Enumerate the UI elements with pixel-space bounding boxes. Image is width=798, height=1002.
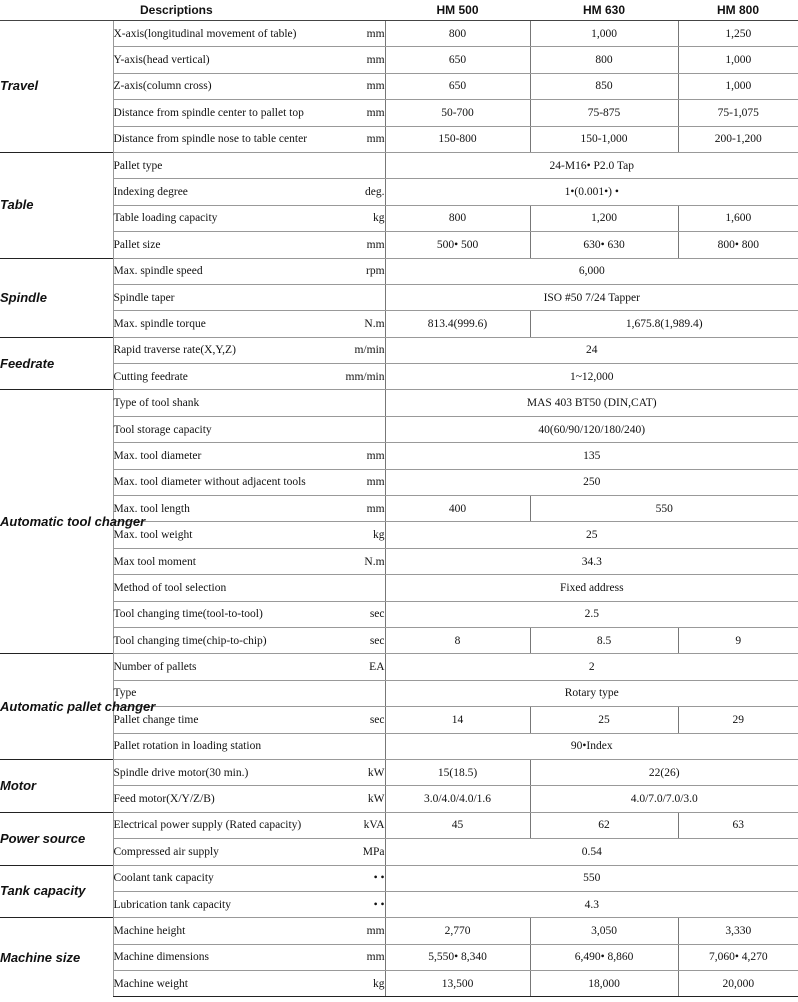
spec-row [0, 390, 798, 416]
spec-value: 22(26) [530, 759, 798, 785]
spec-unit [343, 284, 385, 310]
spec-value: 13,500 [385, 971, 530, 997]
spec-row [0, 839, 798, 865]
spec-value: 650 [385, 47, 530, 73]
model-header-hm800: HM 800 [678, 0, 798, 21]
spec-row [0, 73, 798, 99]
spec-item: Method of tool selection [113, 575, 343, 601]
spec-unit [343, 390, 385, 416]
spec-unit: kVA [343, 812, 385, 838]
spec-row [0, 601, 798, 627]
spec-unit: rpm [343, 258, 385, 284]
spec-row [0, 47, 798, 73]
spec-item: Type [113, 680, 343, 706]
spec-item: Max. tool length [113, 496, 343, 522]
spec-unit: kg [343, 205, 385, 231]
spec-value: 650 [385, 73, 530, 99]
spec-item: Pallet size [113, 232, 343, 258]
spec-item: Lubrication tank capacity [113, 891, 343, 917]
spec-unit: kg [343, 522, 385, 548]
spec-value: 9 [678, 627, 798, 653]
spec-value: 200-1,200 [678, 126, 798, 152]
spec-unit [343, 733, 385, 759]
spec-item: Cutting feedrate [113, 364, 343, 390]
spec-value: 1,675.8(1,989.4) [530, 311, 798, 337]
spec-item: Machine weight [113, 971, 343, 997]
spec-value: 550 [385, 865, 798, 891]
spec-value: 25 [530, 707, 678, 733]
category-label: Automatic tool changer [0, 390, 113, 654]
spec-item: Compressed air supply [113, 839, 343, 865]
category-label: Feedrate [0, 337, 113, 390]
spec-value: 0.54 [385, 839, 798, 865]
spec-value: 7,060• 4,270 [678, 944, 798, 970]
spec-row [0, 918, 798, 944]
spec-row [0, 759, 798, 785]
spec-unit: EA [343, 654, 385, 680]
spec-row [0, 284, 798, 310]
spec-value: 4.3 [385, 891, 798, 917]
spec-item: Feed motor(X/Y/Z/B) [113, 786, 343, 812]
spec-value: 50-700 [385, 100, 530, 126]
spec-item: Coolant tank capacity [113, 865, 343, 891]
spec-value: 25 [385, 522, 798, 548]
spec-value: 2,770 [385, 918, 530, 944]
spec-unit: mm [343, 469, 385, 495]
spec-value: 90•Index [385, 733, 798, 759]
spec-item: Tool changing time(tool-to-tool) [113, 601, 343, 627]
spec-unit: mm [343, 100, 385, 126]
spec-item: Max. tool weight [113, 522, 343, 548]
spec-value: 20,000 [678, 971, 798, 997]
spec-value: MAS 403 BT50 (DIN,CAT) [385, 390, 798, 416]
spec-row [0, 416, 798, 442]
spec-unit [343, 575, 385, 601]
spec-value: 8 [385, 627, 530, 653]
spec-unit: mm [343, 443, 385, 469]
spec-unit: mm [343, 126, 385, 152]
spec-row [0, 548, 798, 574]
spec-unit [343, 152, 385, 178]
spec-unit: mm [343, 232, 385, 258]
spec-item: Max tool moment [113, 548, 343, 574]
spec-value: 135 [385, 443, 798, 469]
spec-row [0, 311, 798, 337]
spec-value: 2.5 [385, 601, 798, 627]
spec-row [0, 21, 798, 47]
descriptions-header: Descriptions [0, 0, 385, 21]
spec-unit: sec [343, 627, 385, 653]
spec-value: 1,000 [530, 21, 678, 47]
spec-unit: mm [343, 47, 385, 73]
spec-value: 800 [385, 205, 530, 231]
spec-unit: mm [343, 918, 385, 944]
spec-row [0, 443, 798, 469]
spec-item: Spindle taper [113, 284, 343, 310]
spec-value: 1,600 [678, 205, 798, 231]
spec-unit: mm [343, 944, 385, 970]
spec-row [0, 126, 798, 152]
spec-unit: mm [343, 73, 385, 99]
spec-item: Rapid traverse rate(X,Y,Z) [113, 337, 343, 363]
spec-value: 18,000 [530, 971, 678, 997]
spec-unit: kW [343, 786, 385, 812]
spec-value: 6,490• 8,860 [530, 944, 678, 970]
spec-value: 75-1,075 [678, 100, 798, 126]
spec-row [0, 469, 798, 495]
spec-value: Fixed address [385, 575, 798, 601]
spec-value: 800 [385, 21, 530, 47]
spec-item: Pallet rotation in loading station [113, 733, 343, 759]
spec-item: Type of tool shank [113, 390, 343, 416]
spec-row [0, 891, 798, 917]
spec-row [0, 812, 798, 838]
spec-value: 45 [385, 812, 530, 838]
spec-row [0, 865, 798, 891]
spec-body [0, 21, 798, 997]
model-header-hm500: HM 500 [385, 0, 530, 21]
category-label: Tank capacity [0, 865, 113, 918]
spec-unit: • • [343, 865, 385, 891]
spec-item: X-axis(longitudinal movement of table) [113, 21, 343, 47]
category-label: Machine size [0, 918, 113, 997]
spec-value: 1~12,000 [385, 364, 798, 390]
spec-row [0, 786, 798, 812]
spec-value: 29 [678, 707, 798, 733]
spec-item: Max. tool diameter [113, 443, 343, 469]
spec-value: 8.5 [530, 627, 678, 653]
spec-item: Indexing degree [113, 179, 343, 205]
model-header-hm630: HM 630 [530, 0, 678, 21]
spec-unit: N.m [343, 311, 385, 337]
spec-item: Machine height [113, 918, 343, 944]
spec-row [0, 733, 798, 759]
spec-item: Machine dimensions [113, 944, 343, 970]
spec-item: Distance from spindle nose to table center [113, 126, 343, 152]
spec-item: Table loading capacity [113, 205, 343, 231]
category-label: Motor [0, 759, 113, 812]
spec-value: 1•(0.001•) • [385, 179, 798, 205]
category-label: Spindle [0, 258, 113, 337]
spec-item: Distance from spindle center to pallet top [113, 100, 343, 126]
spec-unit: deg. [343, 179, 385, 205]
spec-value: 800 [530, 47, 678, 73]
spec-value: 15(18.5) [385, 759, 530, 785]
spec-value: 4.0/7.0/7.0/3.0 [530, 786, 798, 812]
spec-row [0, 179, 798, 205]
spec-row [0, 337, 798, 363]
spec-unit: m/min [343, 337, 385, 363]
spec-value: 24-M16• P2.0 Tap [385, 152, 798, 178]
spec-row [0, 232, 798, 258]
header-row [0, 0, 798, 21]
spec-value: 150-800 [385, 126, 530, 152]
category-label: Table [0, 152, 113, 258]
spec-row [0, 654, 798, 680]
spec-value: 1,250 [678, 21, 798, 47]
spec-value: 550 [530, 496, 798, 522]
spec-unit: • • [343, 891, 385, 917]
spec-value: 3,050 [530, 918, 678, 944]
spec-row [0, 627, 798, 653]
spec-value: 5,550• 8,340 [385, 944, 530, 970]
spec-value: 2 [385, 654, 798, 680]
spec-item: Max. spindle torque [113, 311, 343, 337]
spec-row [0, 971, 798, 997]
category-label: Travel [0, 21, 113, 153]
spec-row [0, 944, 798, 970]
spec-item: Z-axis(column cross) [113, 73, 343, 99]
spec-value: 75-875 [530, 100, 678, 126]
spec-value: 630• 630 [530, 232, 678, 258]
spec-unit: mm [343, 21, 385, 47]
category-label: Automatic pallet changer [0, 654, 113, 760]
spec-value: 1,200 [530, 205, 678, 231]
spec-value: 14 [385, 707, 530, 733]
spec-value: 400 [385, 496, 530, 522]
spec-value: ISO #50 7/24 Tapper [385, 284, 798, 310]
spec-item: Pallet change time [113, 707, 343, 733]
spec-item: Electrical power supply (Rated capacity) [113, 812, 343, 838]
spec-item: Max. spindle speed [113, 258, 343, 284]
spec-row [0, 152, 798, 178]
category-label: Power source [0, 812, 113, 865]
spec-unit [343, 680, 385, 706]
spec-value: 34.3 [385, 548, 798, 574]
spec-unit: mm [343, 496, 385, 522]
spec-item: Y-axis(head vertical) [113, 47, 343, 73]
spec-value: 3,330 [678, 918, 798, 944]
spec-row [0, 575, 798, 601]
spec-item: Max. tool diameter without adjacent tools [113, 469, 343, 495]
spec-value: 62 [530, 812, 678, 838]
spec-unit: N.m [343, 548, 385, 574]
spec-row [0, 258, 798, 284]
spec-value: 500• 500 [385, 232, 530, 258]
spec-item: Tool changing time(chip-to-chip) [113, 627, 343, 653]
spec-item: Spindle drive motor(30 min.) [113, 759, 343, 785]
spec-unit: kg [343, 971, 385, 997]
spec-value: 3.0/4.0/4.0/1.6 [385, 786, 530, 812]
spec-unit: sec [343, 601, 385, 627]
spec-row [0, 205, 798, 231]
spec-item: Pallet type [113, 152, 343, 178]
spec-unit [343, 416, 385, 442]
spec-value: 1,000 [678, 47, 798, 73]
spec-unit: sec [343, 707, 385, 733]
spec-value: 63 [678, 812, 798, 838]
spec-value: 6,000 [385, 258, 798, 284]
spec-unit: MPa [343, 839, 385, 865]
spec-unit: kW [343, 759, 385, 785]
spec-value: 250 [385, 469, 798, 495]
spec-value: 24 [385, 337, 798, 363]
spec-row [0, 364, 798, 390]
spec-item: Tool storage capacity [113, 416, 343, 442]
spec-row [0, 100, 798, 126]
spec-value: 800• 800 [678, 232, 798, 258]
spec-value: 150-1,000 [530, 126, 678, 152]
spec-unit: mm/min [343, 364, 385, 390]
spec-value: Rotary type [385, 680, 798, 706]
spec-value: 40(60/90/120/180/240) [385, 416, 798, 442]
spec-value: 850 [530, 73, 678, 99]
spec-value: 1,000 [678, 73, 798, 99]
spec-value: 813.4(999.6) [385, 311, 530, 337]
spec-item: Number of pallets [113, 654, 343, 680]
